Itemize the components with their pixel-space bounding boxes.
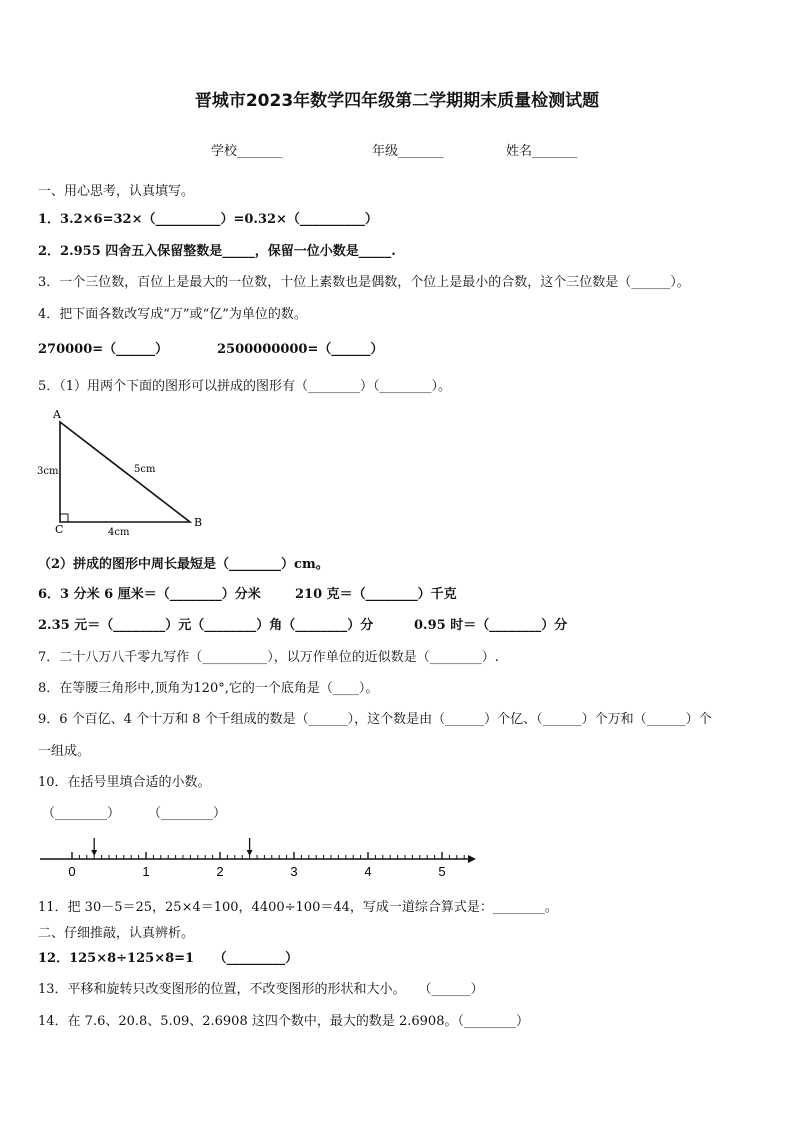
question-6a: 6．3 分米 6 厘米＝（________）分米: [38, 587, 261, 602]
number-line: [36, 836, 476, 880]
question-8: 8．在等腰三角形中,顶角为120°,它的一个底角是（____）。: [38, 681, 379, 696]
number-line-label: 5: [438, 864, 446, 879]
question-5b: （2）拼成的图形中周长最短是（________）cm。: [38, 557, 329, 572]
question-5: 5．（1）用两个下面的图形可以拼成的图形有（________）（________）。: [38, 379, 452, 394]
right-triangle-figure: [30, 406, 220, 538]
side-ab-label: 5cm: [134, 464, 156, 475]
question-9: 9．6 个百亿、4 个十万和 8 个千组成的数是（______），这个数是由（______）个亿、（______）个万和（______）个: [38, 712, 712, 727]
question-14: 14．在 7.6、20.8、5.09、2.6908 这四个数中，最大的数是 2.6908。（________）: [38, 1014, 529, 1029]
number-line-label: 4: [364, 864, 372, 879]
page-title: 晋城市2023年数学四年级第二学期期末质量检测试题: [194, 91, 600, 111]
side-cb-label: 4cm: [108, 527, 130, 538]
grade-field: 年级_______: [372, 144, 444, 159]
name-field: 姓名_______: [506, 144, 578, 159]
vertex-c-label: C: [55, 523, 64, 536]
number-line-label: 3: [290, 864, 298, 879]
question-7: 7．二十八万八千零九写作（__________），以万作单位的近似数是（________）.: [38, 650, 499, 665]
question-11: 11．把 30－5＝25，25×4＝100，4400÷100＝44，写成一道综合算式是：________。: [38, 900, 558, 915]
number-line-arrowhead: [468, 855, 476, 863]
question-9-continued: 一组成。: [38, 744, 91, 759]
section-1-heading: 一、用心思考，认真填写。: [38, 184, 195, 199]
school-field: 学校_______: [211, 144, 283, 159]
question-4: 4．把下面各数改写成“万”或“亿”为单位的数。: [38, 307, 307, 322]
question-13: 13．平移和旋转只改变图形的位置，不改变图形的形状和大小。 （______）: [38, 982, 484, 997]
vertex-b-label: B: [194, 516, 203, 529]
question-4a: 270000=（______）: [38, 342, 169, 357]
number-line-label: 0: [68, 864, 76, 879]
question-6c: 2.35 元＝（________）元（________）角（________）分: [38, 618, 374, 633]
question-6d: 0.95 时＝（________）分: [414, 618, 568, 633]
section-2-heading: 二、仔细推敲，认真辨析。: [38, 926, 195, 941]
number-line-marker-arrow: [91, 838, 97, 856]
question-1: 1．3.2×6=32×（__________）=0.32×（__________）: [38, 212, 378, 227]
right-angle-mark: [60, 514, 68, 522]
number-line-label: 1: [142, 864, 150, 879]
question-10: 10．在括号里填合适的小数。: [38, 775, 211, 790]
triangle-shape: [60, 422, 190, 522]
question-4b: 2500000000=（______）: [217, 342, 384, 357]
question-10-blank-1: （________）: [42, 806, 121, 821]
question-2: 2．2.955 四舍五入保留整数是_____，保留一位小数是_____.: [38, 244, 396, 259]
vertex-a-label: A: [53, 408, 61, 421]
side-ac-label: 3cm: [37, 466, 59, 477]
number-line-labels: [68, 864, 445, 879]
number-line-ticks: [72, 852, 464, 859]
number-line-markers: [91, 838, 252, 856]
question-10-blank-2: （________）: [148, 806, 227, 821]
question-3: 3．一个三位数，百位上是最大的一位数，十位上素数也是偶数，个位上是最小的合数，这个三位数是（______）。: [38, 275, 690, 290]
number-line-label: 2: [216, 864, 224, 879]
question-6b: 210 克＝（________）千克: [295, 587, 457, 602]
question-12: 12．125×8÷125×8=1 （_________）: [38, 951, 299, 966]
number-line-marker-arrow: [247, 838, 253, 856]
